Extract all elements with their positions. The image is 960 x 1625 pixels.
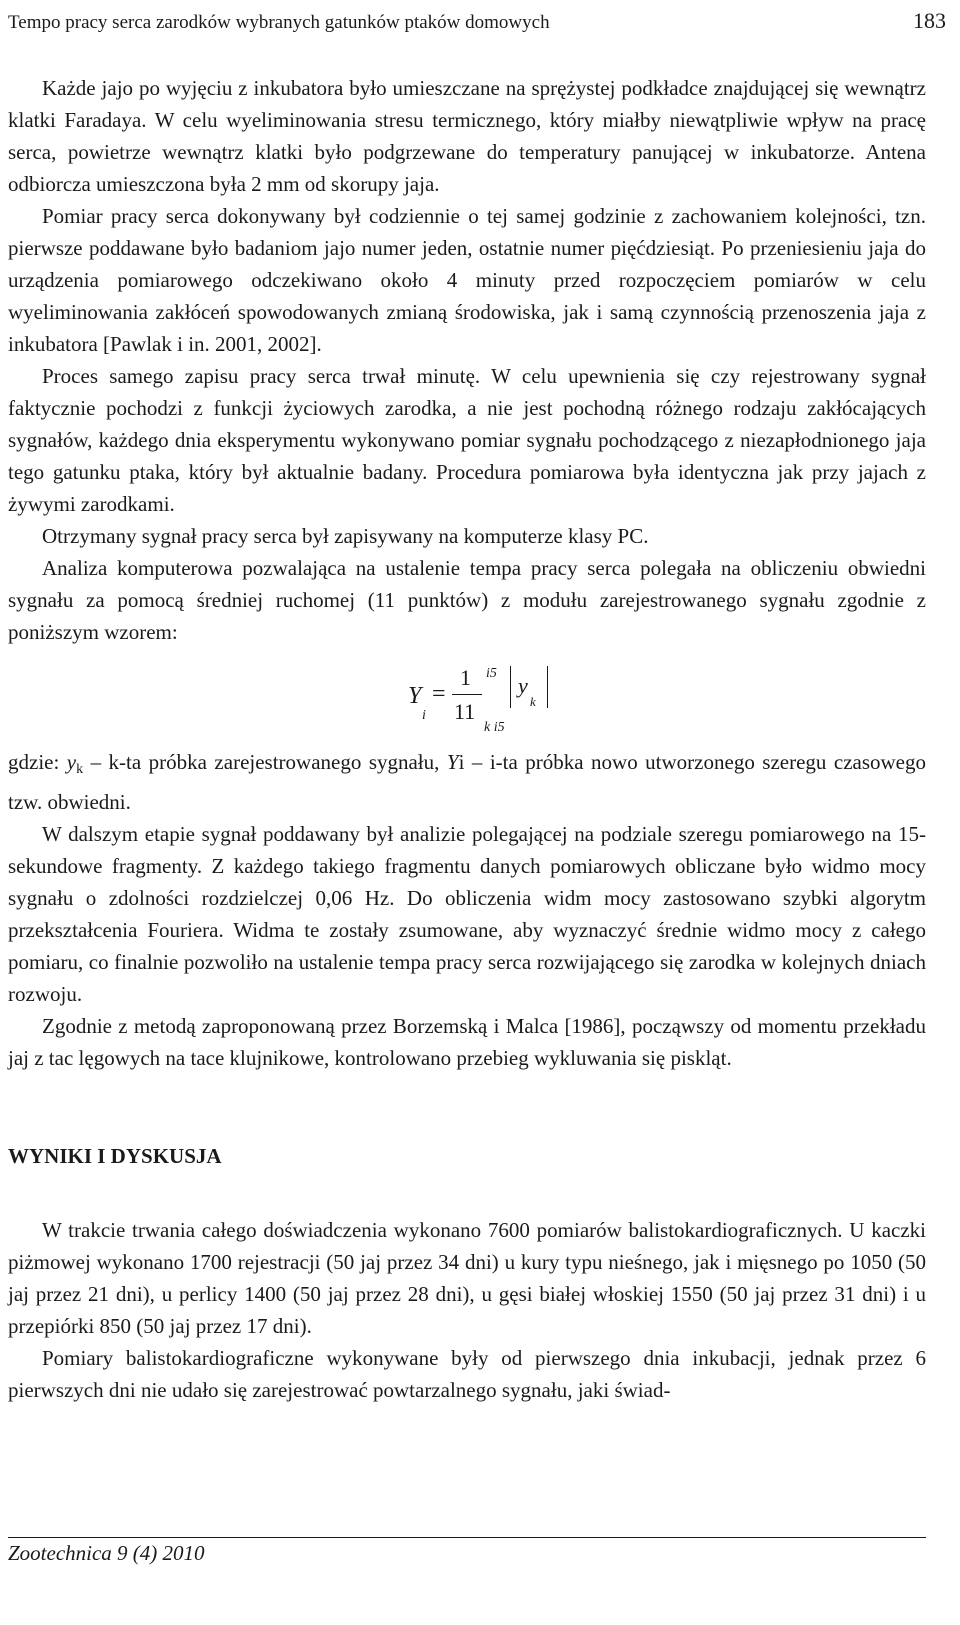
journal-citation: Zootechnica 9 (4) 2010 [8, 1541, 205, 1565]
formula-upper-limit: i5 [486, 666, 497, 681]
absolute-value-bars [510, 666, 548, 708]
paragraph: W dalszym etapie sygnał poddawany był analizie polegającej na podziale szeregu pomiarowego na 15-sekundowe fragmenty. Z każdego takiego fragmentu danych pomiarowych obliczane było widmo mocy sygnału o zdolności rozdzielczej 0,06 Hz. Do obliczenia widm mocy zastosowano szybki algorytm przekształcenia Fouriera. Widma te zostały zsumowane, aby wyznaczyć średnie widmo mocy z całego pomiaru, co finalnie pozwoliło na ustalenie tempa pracy serca rozwijającego się zarodka w kolejnych dniach rozwoju. [8, 822, 926, 1006]
page-number: 183 [913, 8, 946, 33]
paragraph: Zgodnie z metodą zaproponowaną przez Borzemską i Malca [1986], począwszy od momentu przekładu jaj z tac lęgowych na tace klujnikowe, kontrolowano przebieg wykluwania się piskląt. [8, 1014, 926, 1070]
formula-lhs: Y [408, 683, 422, 709]
section-heading: WYNIKI I DYSKUSJA [8, 1144, 222, 1168]
paragraph: Otrzymany sygnał pracy serca był zapisywany na komputerze klasy PC. [42, 524, 649, 548]
paragraph: Pomiar pracy serca dokonywany był codziennie o tej samej godzinie z zachowaniem kolejności, tzn. pierwsze poddawane było badaniom jajo numer jeden, ostatnie numer pięćdziesiąt. Po przeniesieniu jaja do urządzenia pomiarowego odczekiwano około 4 minuty przed rozpoczęciem pomiarów w celu wyeliminowania zakłóceń spowodowanych zmianą środowiska, jak i samą czynnością przenoszenia jaja z inkubatora [Pawlak i in. 2001, 2002]. [8, 204, 926, 356]
formula-term-subscript: k [530, 694, 536, 709]
paragraph: Pomiary balistokardiograficzne wykonywane były od pierwszego dnia inkubacji, jednak przez 6 pierwszych dni nie udało się zarejestrować powtarzalnego sygnału, jaki świad- [8, 1346, 926, 1402]
formula-numerator: 1 [460, 665, 471, 690]
legend-k-subscript: k [76, 762, 84, 777]
formula-equals: = [432, 681, 446, 707]
legend-mid: – k-ta próbka zarejestrowanego sygnału, [83, 750, 447, 774]
paragraph: Proces samego zapisu pracy serca trwał minutę. W celu upewnienia się czy rejestrowany sygnał faktycznie pochodzi z funkcji życiowych zarodka, a nie jest pochodną różnego rodzaju zakłócających sygnałów, każdego dnia eksperymentu wykonywano pomiar sygnału pochodzącego z niezapłodnionego jaja tego gatunku ptaka, który był aktualnie badany. Procedura pomiarowa była identyczna jak przy jajach z żywymi zarodkami. [8, 364, 926, 516]
legend-y-symbol: y [66, 750, 77, 774]
page-footer [8, 1537, 926, 1565]
legend-tail: i – i-ta próbka nowo utworzonego szeregu czasowego tzw. obwiedni. [8, 750, 927, 814]
legend-Y-symbol: Y [446, 750, 459, 774]
formula-legend [8, 746, 926, 818]
article-body [8, 72, 926, 1406]
formula-lhs-subscript: i [422, 708, 426, 723]
paragraph: W trakcie trwania całego doświadczenia wykonano 7600 pomiarów balistokardiograficznych. U kaczki piżmowej wykonano 1700 rejestracji (50 jaj przez 34 dni) u kury typu nieśnego, jak i mięsnego po 1050 (50 jaj przez 21 dni), u perlicy 1400 (50 jaj przez 28 dni), u gęsi białej włoskiej 1550 (50 jaj przez 31 dni) i u przepiórki 850 (50 jaj przez 17 dni). [8, 1218, 926, 1338]
formula-term: y [518, 673, 528, 698]
running-title: Tempo pracy serca zarodków wybranych gatunków ptaków domowych [8, 12, 550, 33]
paragraph: Analiza komputerowa pozwalająca na ustalenie tempa pracy serca polegała na obliczeniu obwiedni sygnału za pomocą średniej ruchomej (11 punktów) z modułu zarejestrowanego sygnału zgodnie z poniższym wzorem: [8, 556, 926, 644]
moving-average-formula [8, 656, 926, 742]
paragraph: Każde jajo po wyjęciu z inkubatora było umieszczane na sprężystej podkładce znajdującej się wewnątrz klatki Faradaya. W celu wyeliminowania stresu termicznego, który miałby niewątpliwie wpływ na pracę serca, powietrze wewnątrz klatki było podgrzewane do temperatury panującej w inkubatorze. Antena odbiorcza umieszczona była 2 mm od skorupy jaja. [8, 76, 926, 196]
running-header [8, 0, 946, 34]
fraction-bar [452, 694, 482, 695]
formula-denominator: 11 [454, 699, 476, 724]
formula-lower-limit: k i5 [484, 720, 505, 735]
legend-lead: gdzie: [8, 750, 67, 774]
